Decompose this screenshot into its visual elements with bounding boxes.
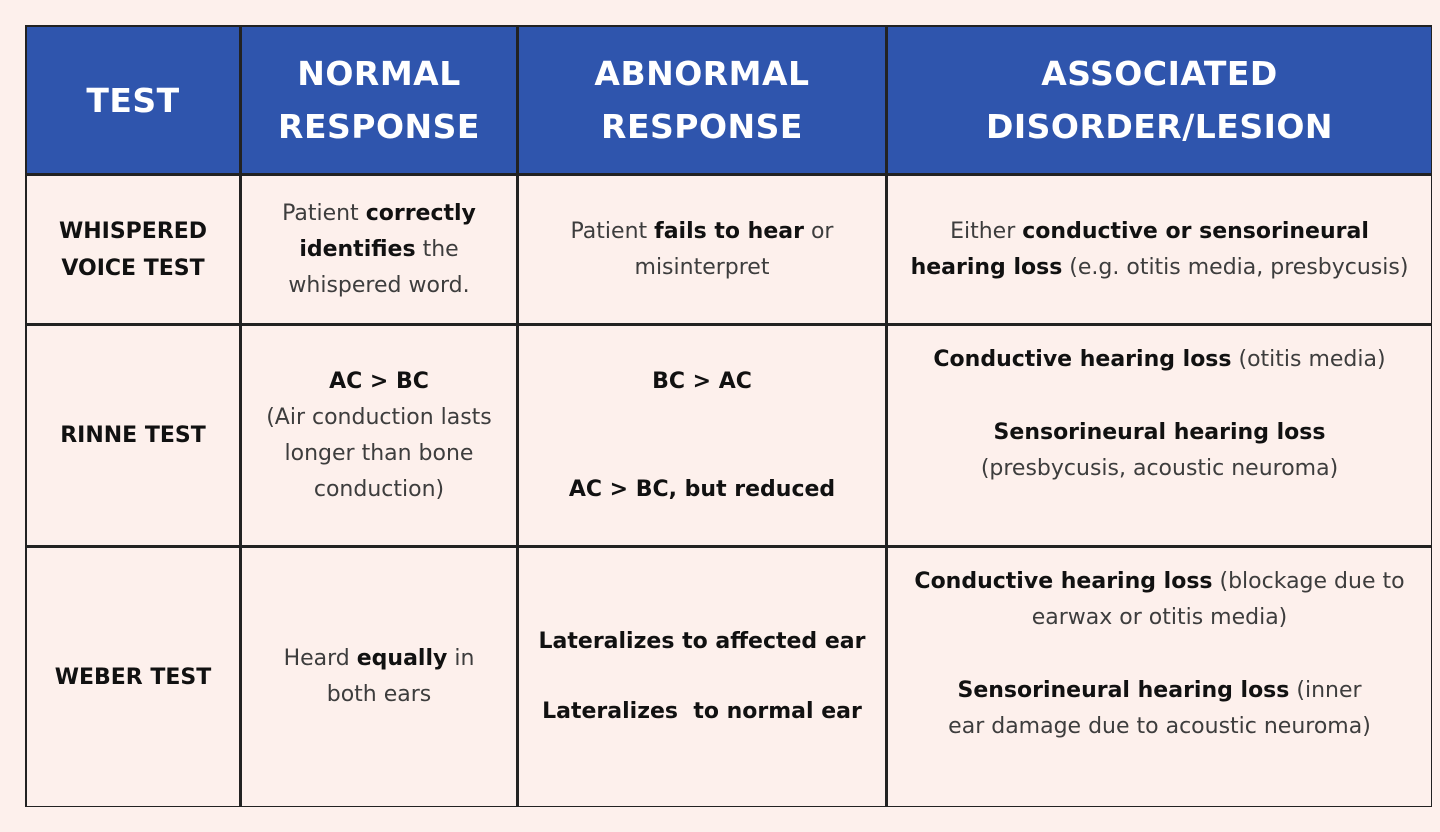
hearing-tests-table (25, 25, 1432, 807)
test-name: WEBER TEST (54, 664, 212, 690)
text-bold: Sensorineural hearing loss (993, 420, 1326, 445)
normal-response-text (278, 641, 480, 713)
associated-item-2 (898, 673, 1421, 745)
header-normal-response (242, 27, 516, 173)
text-bold: correctly identifies (299, 200, 476, 262)
row-rinne-test-name (27, 326, 239, 545)
row-whispered-normal (242, 176, 516, 323)
row-rinne-normal (242, 326, 516, 545)
text-bold: Conductive hearing loss (933, 347, 1232, 372)
associated-item-2 (898, 415, 1421, 487)
table-grid (27, 27, 1430, 805)
text-plain: Patient (282, 200, 366, 226)
text-plain: (e.g. otitis media, presbycusis) (1062, 254, 1409, 280)
row-weber-normal (242, 548, 516, 806)
abnormal-response-2: AC > BC, but reduced (568, 476, 836, 502)
text-plain: (otitis media) (1231, 347, 1386, 372)
test-name-line1: WHISPERED (58, 218, 208, 244)
text-plain: the whispered word. (288, 236, 470, 298)
header-abnormal-line1: ABNORMAL (594, 54, 810, 93)
associated-item-1 (933, 342, 1385, 378)
header-abnormal-line2: RESPONSE (601, 107, 803, 146)
normal-response-bold: AC > BC (329, 368, 429, 394)
header-normal-line1: NORMAL (297, 54, 461, 93)
test-name: RINNE TEST (60, 423, 206, 448)
text-plain: Heard (283, 646, 357, 671)
row-weber-abnormal (519, 548, 885, 806)
header-assoc-line1: ASSOCIATED (1041, 54, 1278, 93)
text-bold: Conductive hearing loss (914, 569, 1213, 594)
text-plain: Patient (570, 218, 655, 244)
text-plain: in both ears (326, 646, 475, 707)
normal-response-text (266, 196, 492, 304)
test-name-line2: VOICE TEST (61, 255, 205, 281)
text-bold: fails to hear (654, 218, 804, 244)
text-plain: (blockage due to earwax or otitis media) (1031, 569, 1405, 630)
row-weber-test-name (27, 548, 239, 806)
header-normal-line2: RESPONSE (278, 107, 480, 146)
abnormal-response-2: Lateralizes to normal ear (542, 699, 862, 724)
text-plain: Either (950, 218, 1023, 244)
text-bold: equally (356, 646, 448, 671)
text-bold: conductive or sensorineural hearing loss (910, 218, 1369, 280)
normal-response-note: (Air conduction lasts longer than bone conduction) (266, 404, 492, 502)
row-whispered-abnormal (519, 176, 885, 323)
text-plain: (presbycusis, acoustic neuroma) (980, 456, 1339, 481)
abnormal-response-1: Lateralizes to affected ear (538, 629, 866, 654)
row-weber-associated (888, 548, 1431, 806)
header-abnormal-response (519, 27, 885, 173)
header-associated-disorder (888, 27, 1431, 173)
row-whispered-test-name (27, 176, 239, 323)
row-rinne-abnormal (519, 326, 885, 545)
abnormal-response-text (559, 214, 845, 286)
header-test (27, 27, 239, 173)
associated-text (900, 214, 1419, 286)
abnormal-response-1: BC > AC (652, 368, 752, 394)
text-bold: Sensorineural hearing loss (957, 678, 1290, 703)
header-assoc-line2: DISORDER/LESION (985, 107, 1334, 146)
text-plain: (inner ear damage due to acoustic neuroma) (948, 678, 1371, 739)
header-test-label: TEST (86, 80, 180, 120)
text-plain: or misinterpret (634, 218, 834, 280)
row-whispered-associated (888, 176, 1431, 323)
row-rinne-associated (888, 326, 1431, 545)
associated-item-1 (898, 564, 1421, 636)
